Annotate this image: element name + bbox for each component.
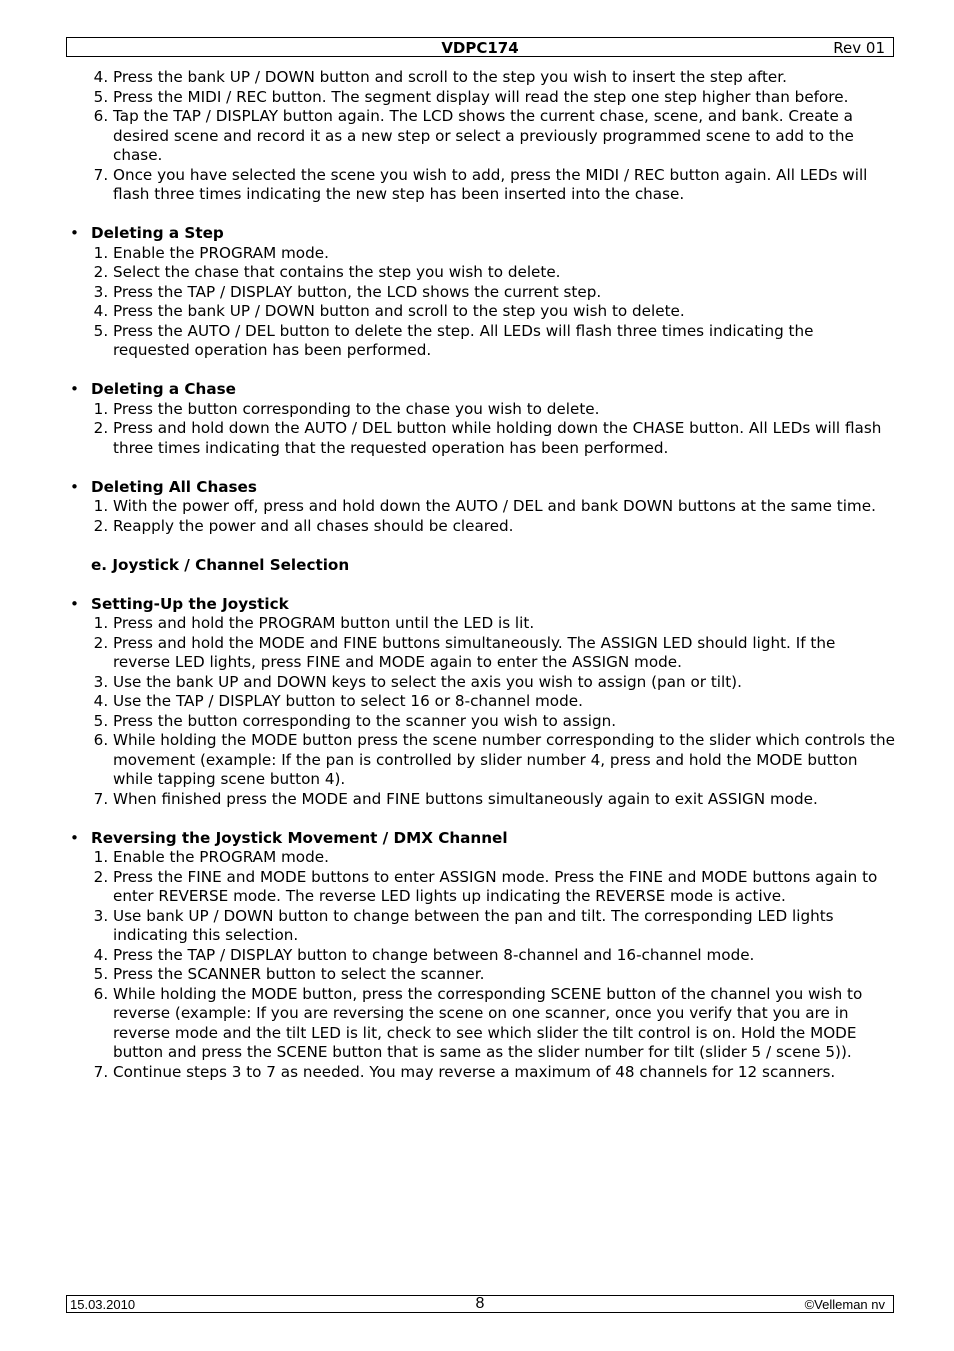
list-item: 7. Once you have selected the scene you wish to add, press the MIDI / REC button again. All LEDs will flash three times indicating the new step has been inserted into the chase. <box>113 166 895 205</box>
page-footer <box>66 1295 894 1313</box>
list-item: 1. Enable the PROGRAM mode. <box>113 848 895 868</box>
model-name: VDPC174 <box>441 39 519 57</box>
setting-up-list <box>70 614 895 809</box>
list-item: 3. Use the bank UP and DOWN keys to select the axis you wish to assign (pan or tilt). <box>113 673 895 693</box>
list-item: 6. While holding the MODE button, press the corresponding SCENE button of the channel you wish to reverse (example: If you are reversing the scene on one scanner, once you verify that you are in reverse mode and the tilt LED is lit, check to see which slider the tilt control is on. Hold the MODE button and press the SCENE button that is same as the slider number for tilt (slider 5 / scene 5)). <box>113 985 895 1063</box>
list-item: 4. Press the TAP / DISPLAY button to change between 8-channel and 16-channel mode. <box>113 946 895 966</box>
section-heading-joystick: e. Joystick / Channel Selection <box>91 555 350 574</box>
list-item: 3. Press the TAP / DISPLAY button, the LCD shows the current step. <box>113 283 895 303</box>
bullet-icon: • <box>70 594 79 613</box>
deleting-step-list <box>70 244 895 361</box>
deleting-chase-list <box>70 400 895 459</box>
copyright: ©Velleman nv <box>804 1297 885 1312</box>
list-item: 2. Reapply the power and all chases should be cleared. <box>113 517 895 537</box>
list-item: 2. Press and hold down the AUTO / DEL button while holding down the CHASE button. All LEDs will flash three times indicating that the requested operation has been performed. <box>113 419 895 458</box>
page-number: 8 <box>475 1295 485 1312</box>
list-item: 5. Press the button corresponding to the scanner you wish to assign. <box>113 712 895 732</box>
list-item: 6. Tap the TAP / DISPLAY button again. The LCD shows the current chase, scene, and bank. Create a desired scene and record it as a new step or select a previously programmed scene to add to the chase. <box>113 107 895 166</box>
list-item: 4. Use the TAP / DISPLAY button to select 16 or 8-channel mode. <box>113 692 895 712</box>
list-item: 3. Use bank UP / DOWN button to change between the pan and tilt. The corresponding LED lights indicating this selection. <box>113 907 895 946</box>
list-item: 2. Select the chase that contains the step you wish to delete. <box>113 263 895 283</box>
list-item: 5. Press the MIDI / REC button. The segment display will read the step one step higher than before. <box>113 88 895 108</box>
document-body <box>70 68 895 1082</box>
bullet-icon: • <box>70 828 79 847</box>
list-item: 4. Press the bank UP / DOWN button and scroll to the step you wish to delete. <box>113 302 895 322</box>
bullet-icon: • <box>70 224 79 242</box>
list-item: 4. Press the bank UP / DOWN button and scroll to the step you wish to insert the step after. <box>113 68 895 88</box>
heading-deleting-chase: • Deleting a Chase <box>70 380 236 398</box>
intro-step-list <box>70 68 895 205</box>
heading-deleting-step: • Deleting a Step <box>70 224 224 242</box>
bullet-icon: • <box>70 477 79 496</box>
list-item: 5. Press the AUTO / DEL button to delete the step. All LEDs will flash three times indicating the requested operation has been performed. <box>113 322 895 361</box>
list-item: 1. With the power off, press and hold down the AUTO / DEL and bank DOWN buttons at the same time. <box>113 497 895 517</box>
list-item: 6. While holding the MODE button press the scene number corresponding to the slider which controls the movement (example: If the pan is controlled by slider number 4, press and hold the MODE button while tapping scene button 4). <box>113 731 895 790</box>
heading-setting-up-joystick: • Setting-Up the Joystick <box>70 594 289 613</box>
list-item: 5. Press the SCANNER button to select the scanner. <box>113 965 895 985</box>
footer-date: 15.03.2010 <box>70 1297 136 1312</box>
page-header <box>66 37 894 57</box>
list-item: 1. Enable the PROGRAM mode. <box>113 244 895 264</box>
revision: Rev 01 <box>833 39 885 57</box>
deleting-all-list <box>70 497 895 536</box>
heading-reversing-joystick: • Reversing the Joystick Movement / DMX Channel <box>70 828 508 847</box>
list-item: 7. When finished press the MODE and FINE buttons simultaneously again to exit ASSIGN mode. <box>113 790 895 810</box>
list-item: 2. Press the FINE and MODE buttons to enter ASSIGN mode. Press the FINE and MODE buttons again to enter REVERSE mode. The reverse LED lights up indicating the REVERSE mode is active. <box>113 868 895 907</box>
list-item: 7. Continue steps 3 to 7 as needed. You may reverse a maximum of 48 channels for 12 scanners. <box>113 1063 895 1083</box>
list-item: 2. Press and hold the MODE and FINE buttons simultaneously. The ASSIGN LED should light. If the reverse LED lights, press FINE and MODE again to enter the ASSIGN mode. <box>113 634 895 673</box>
bullet-icon: • <box>70 380 79 398</box>
list-item: 1. Press the button corresponding to the chase you wish to delete. <box>113 400 895 420</box>
reversing-list <box>70 848 895 1082</box>
list-item: 1. Press and hold the PROGRAM button until the LED is lit. <box>113 614 895 634</box>
heading-deleting-all-chases: • Deleting All Chases <box>70 477 257 496</box>
